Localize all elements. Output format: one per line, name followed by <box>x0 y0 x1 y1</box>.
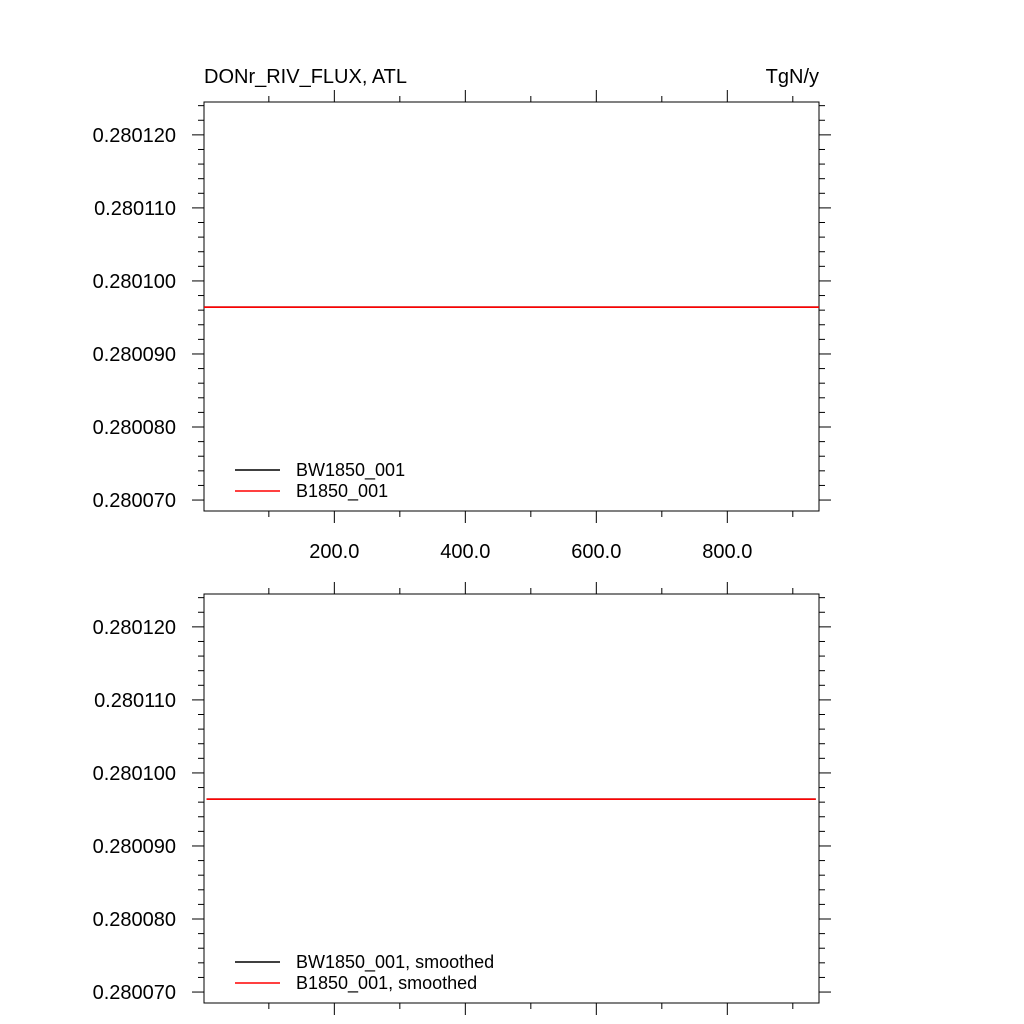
x-tick-label: 400.0 <box>440 541 491 563</box>
y-tick-label: 0.280120 <box>92 616 176 639</box>
x-tick-label: 200.0 <box>309 541 360 563</box>
top-panel <box>93 90 831 563</box>
y-tick-label: 0.280070 <box>92 982 176 1005</box>
bottom-panel <box>93 582 831 1015</box>
y-tick-label: 0.280090 <box>92 343 176 366</box>
y-tick-label: 0.280100 <box>92 270 176 293</box>
legend-label: BW1850_001, smoothed <box>296 952 495 972</box>
y-tick-label: 0.280070 <box>92 490 176 513</box>
legend-label: B1850_001 <box>296 481 389 501</box>
y-tick-label: 0.280080 <box>92 417 176 440</box>
y-tick-label: 0.280110 <box>94 197 176 220</box>
legend-label: B1850_001, smoothed <box>296 973 478 993</box>
chart-title: DONr_RIV_FLUX, ATL <box>204 66 408 88</box>
x-tick-label: 800.0 <box>702 541 753 563</box>
legend-label: BW1850_001 <box>296 460 406 480</box>
units-label: TgN/y <box>765 66 819 88</box>
y-tick-label: 0.280120 <box>92 124 176 147</box>
x-tick-label: 600.0 <box>571 541 622 563</box>
y-tick-label: 0.280080 <box>92 909 176 932</box>
y-tick-label: 0.280090 <box>92 835 176 858</box>
y-tick-label: 0.280110 <box>94 689 176 712</box>
y-tick-label: 0.280100 <box>92 762 176 785</box>
